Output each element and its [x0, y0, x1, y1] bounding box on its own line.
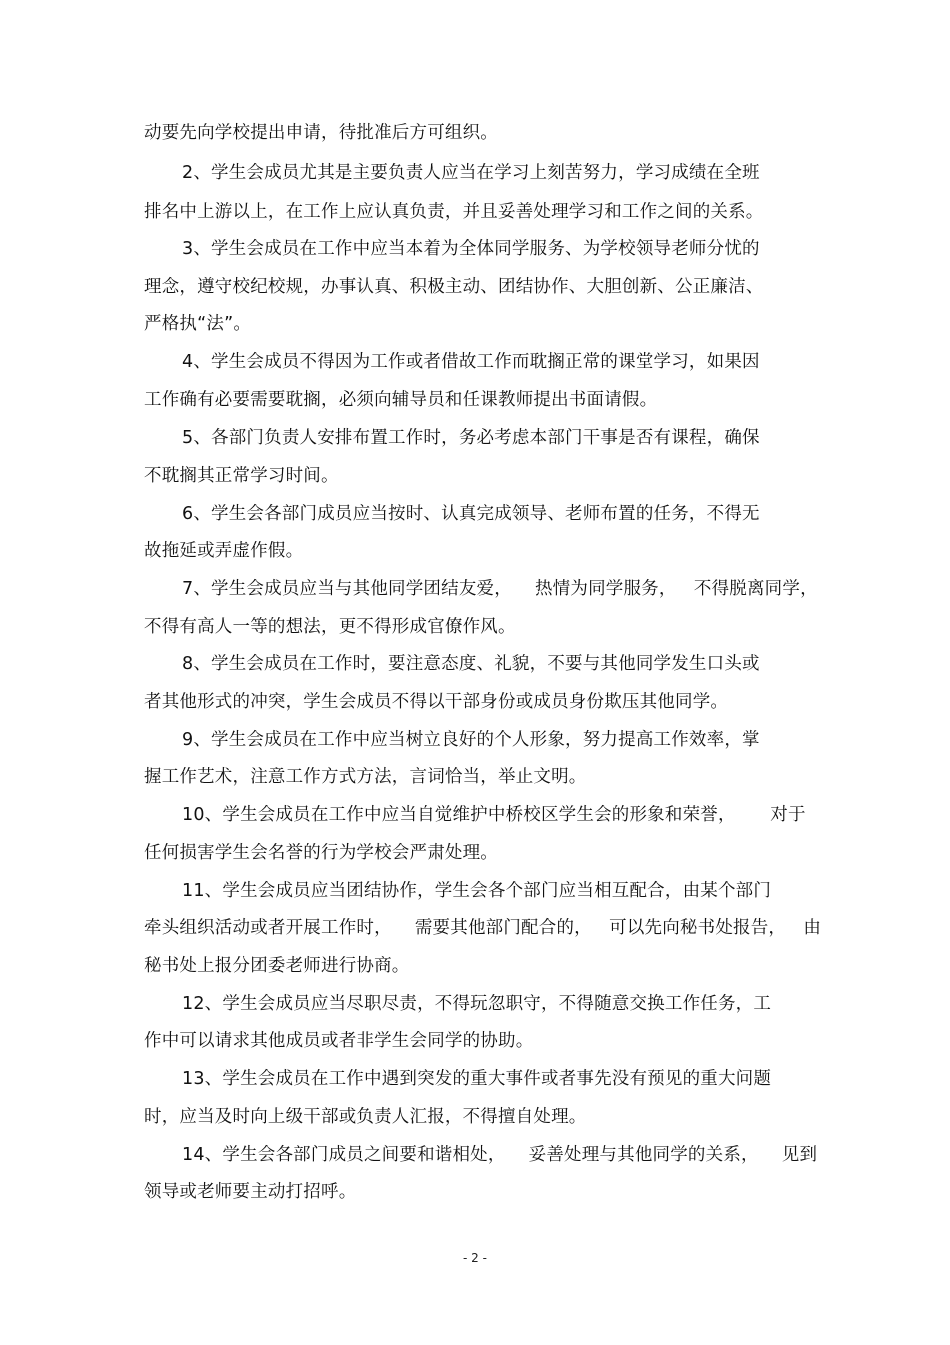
paragraph-8-line-1: 握工作艺术，注意工作方式方法，言词恰当，举止文明。: [144, 767, 587, 787]
paragraph-4-line-1: 不耽搁其正常学习时间。: [144, 466, 339, 486]
paragraph-13-line-0: 14、学生会各部门成员之间要和谐相处， 妥善处理与其他同学的关系， 见到: [182, 1145, 818, 1165]
paragraph-1-line-1: 排名中上游以上，在工作上应认真负责，并且妥善处理学习和工作之间的关系。: [144, 202, 764, 222]
paragraph-9-line-1: 任何损害学生会名誉的行为学校会严肃处理。: [144, 843, 498, 863]
paragraph-5-line-0: 6、学生会各部门成员应当按时、认真完成领导、老师布置的任务，不得无: [182, 504, 760, 524]
paragraph-10-line-0: 11、学生会成员应当团结协作，学生会各个部门应当相互配合，由某个部门: [182, 881, 772, 901]
paragraph-2-line-0: 3、学生会成员在工作中应当本着为全体同学服务、为学校领导老师分忧的: [182, 239, 760, 259]
page-number: - 2 -: [463, 1251, 487, 1265]
paragraph-3-line-0: 4、学生会成员不得因为工作或者借故工作而耽搁正常的课堂学习，如果因: [182, 352, 760, 372]
paragraph-12-line-1: 时，应当及时向上级干部或负责人汇报，不得擅自处理。: [144, 1107, 587, 1127]
paragraph-10-line-2: 秘书处上报分团委老师进行协商。: [144, 956, 410, 976]
paragraph-9-line-0: 10、学生会成员在工作中应当自觉维护中桥校区学生会的形象和荣誉， 对于: [182, 805, 806, 825]
paragraph-6-line-0: 7、学生会成员应当与其他同学团结友爱， 热情为同学服务， 不得脱离同学，: [182, 579, 818, 599]
paragraph-2-line-1: 理念，遵守校纪校规，办事认真、积极主动、团结协作、大胆创新、公正廉洁、: [144, 277, 764, 297]
paragraph-1-line-0: 2、学生会成员尤其是主要负责人应当在学习上刻苦努力，学习成绩在全班: [182, 163, 760, 183]
paragraph-2-line-2: 严格执“法”。: [144, 314, 252, 334]
paragraph-7-line-0: 8、学生会成员在工作时，要注意态度、礼貌，不要与其他同学发生口头或: [182, 654, 760, 674]
paragraph-10-line-1: 牵头组织活动或者开展工作时， 需要其他部门配合的， 可以先向秘书处报告， 由: [144, 918, 822, 938]
paragraph-11-line-1: 作中可以请求其他成员或者非学生会同学的协助。: [144, 1031, 534, 1051]
paragraph-13-line-1: 领导或老师要主动打招呼。: [144, 1182, 357, 1202]
paragraph-0-line-0: 动要先向学校提出申请，待批准后方可组织。: [144, 123, 498, 143]
paragraph-6-line-1: 不得有高人一等的想法，更不得形成官僚作风。: [144, 617, 516, 637]
paragraph-11-line-0: 12、学生会成员应当尽职尽责，不得玩忽职守，不得随意交换工作任务，工: [182, 994, 772, 1014]
paragraph-12-line-0: 13、学生会成员在工作中遇到突发的重大事件或者事先没有预见的重大问题: [182, 1069, 772, 1089]
paragraph-3-line-1: 工作确有必要需要耽搁，必须向辅导员和任课教师提出书面请假。: [144, 390, 658, 410]
paragraph-7-line-1: 者其他形式的冲突，学生会成员不得以干部身份或成员身份欺压其他同学。: [144, 692, 729, 712]
paragraph-4-line-0: 5、各部门负责人安排布置工作时，务必考虑本部门干事是否有课程，确保: [182, 428, 760, 448]
paragraph-8-line-0: 9、学生会成员在工作中应当树立良好的个人形象，努力提高工作效率，掌: [182, 730, 760, 750]
paragraph-5-line-1: 故拖延或弄虚作假。: [144, 541, 304, 561]
